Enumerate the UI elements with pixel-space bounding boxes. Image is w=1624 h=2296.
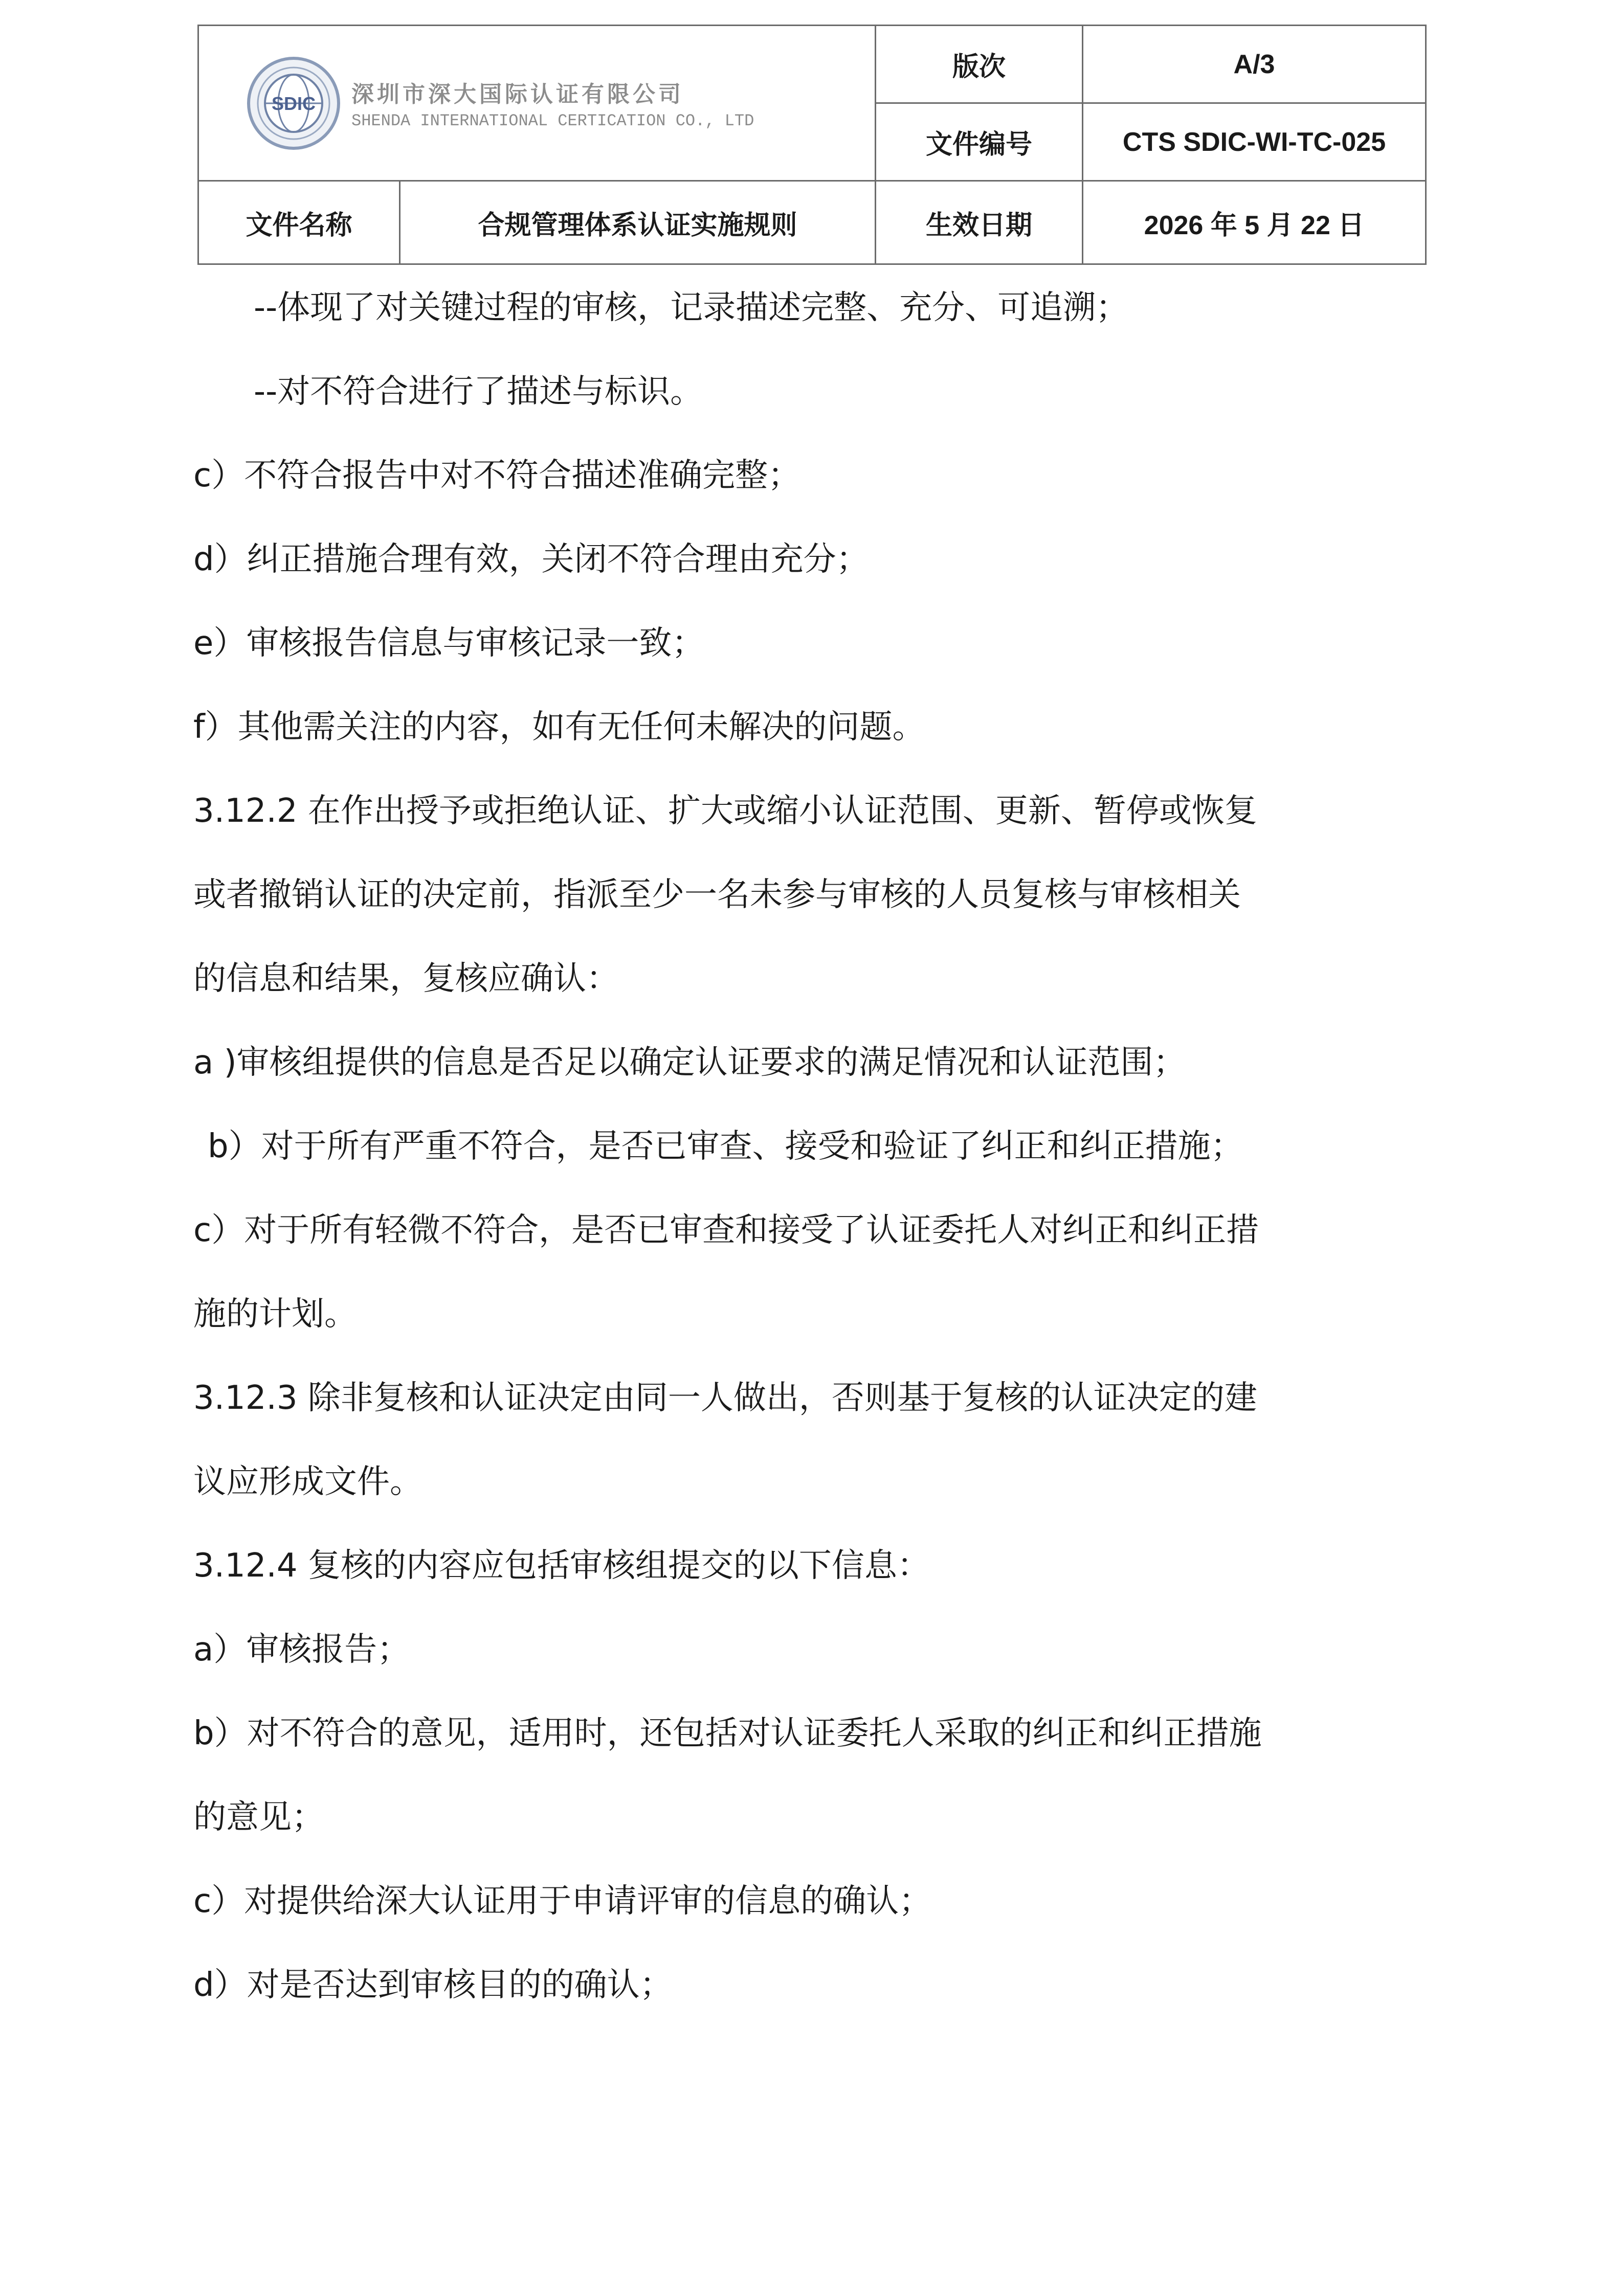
- paragraph: f）其他需关注的内容，如有无任何未解决的问题。: [193, 708, 925, 746]
- effective-date-label: 生效日期: [876, 181, 1083, 264]
- company-logo: [245, 55, 875, 152]
- paragraph: 的信息和结果，复核应确认：: [193, 960, 619, 998]
- doc-number-value: CTS SDIC-WI-TC-025: [1083, 103, 1426, 181]
- version-value: A/3: [1083, 26, 1426, 103]
- section-3-12-4: 3.12.4 复核的内容应包括审核组提交的以下信息：: [193, 1547, 930, 1585]
- version-label: 版次: [876, 26, 1083, 103]
- company-name-en: SHENDA INTERNATIONAL CERTICATION CO., LTD: [351, 111, 754, 130]
- paragraph: c）不符合报告中对不符合描述准确完整；: [193, 457, 801, 494]
- paragraph: --体现了对关键过程的审核，记录描述完整、充分、可追溯；: [254, 289, 1129, 327]
- section-3-12-2: 3.12.2 在作出授予或拒绝认证、扩大或缩小认证范围、更新、暂停或恢复: [193, 792, 1257, 830]
- paragraph: a）审核报告；: [193, 1631, 410, 1669]
- paragraph: c）对于所有轻微不符合，是否已审查和接受了认证委托人对纠正和纠正措: [193, 1211, 1259, 1249]
- paragraph: 施的计划。: [193, 1295, 357, 1333]
- paragraph: d）对是否达到审核目的的确认；: [193, 1966, 673, 2004]
- paragraph: b）对不符合的意见，适用时，还包括对认证委托人采取的纠正和纠正措施: [193, 1715, 1262, 1752]
- doc-number-label: 文件编号: [876, 103, 1083, 181]
- paragraph: 的意见；: [193, 1798, 324, 1836]
- paragraph: e）审核报告信息与审核记录一致；: [193, 624, 705, 662]
- document-header-table: [197, 25, 1427, 265]
- effective-date-value: 2026 年 5 月 22 日: [1083, 181, 1426, 264]
- sdic-seal-icon: [245, 55, 342, 152]
- doc-name-label: 文件名称: [198, 181, 400, 264]
- paragraph: 或者撤销认证的决定前，指派至少一名未参与审核的人员复核与审核相关: [193, 876, 1241, 914]
- company-logo-cell: [198, 26, 876, 181]
- paragraph: c）对提供给深大认证用于申请评审的信息的确认；: [193, 1882, 932, 1920]
- paragraph: d）纠正措施合理有效，关闭不符合理由充分；: [193, 541, 869, 578]
- logo-text: SDIC: [271, 93, 316, 114]
- company-name-cn: 深圳市深大国际认证有限公司: [351, 81, 684, 107]
- paragraph: a )审核组提供的信息是否足以确定认证要求的满足情况和认证范围；: [193, 1044, 1186, 1082]
- paragraph: 议应形成文件。: [193, 1463, 422, 1501]
- section-3-12-3: 3.12.3 除非复核和认证决定由同一人做出，否则基于复核的认证决定的建: [193, 1379, 1257, 1417]
- document-body: [193, 266, 1452, 2027]
- paragraph: b）对于所有严重不符合，是否已审查、接受和验证了纠正和纠正措施；: [208, 1128, 1243, 1165]
- doc-name-value: 合规管理体系认证实施规则: [400, 181, 876, 264]
- paragraph: --对不符合进行了描述与标识。: [254, 373, 703, 411]
